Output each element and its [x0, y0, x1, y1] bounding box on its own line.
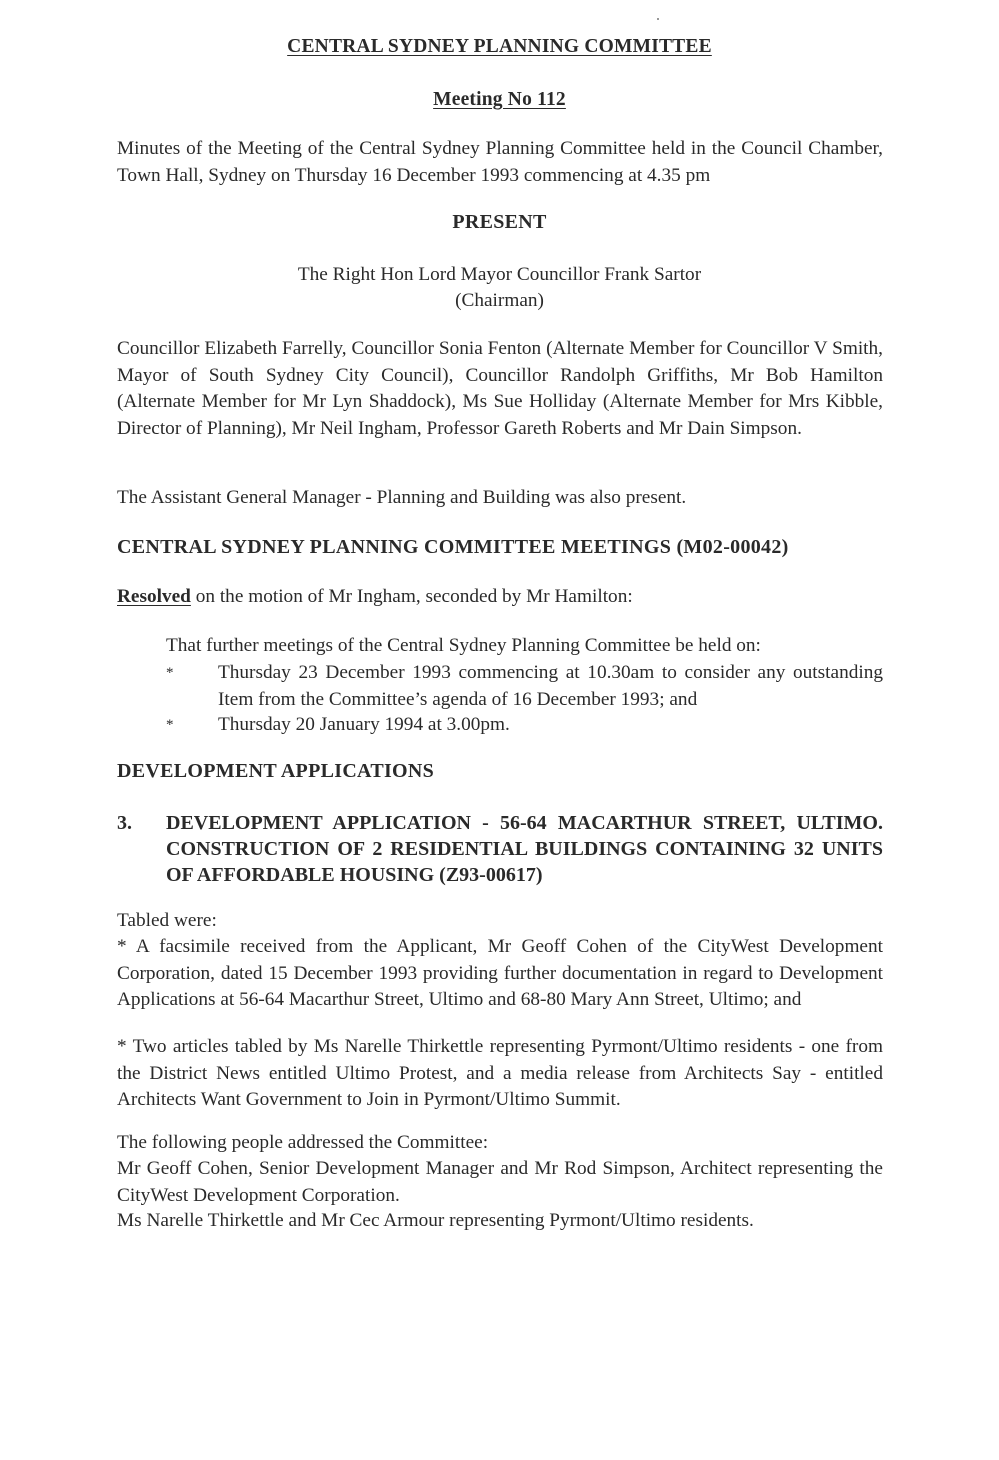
bullet-text: Thursday 20 January 1994 at 3.00pm.	[218, 714, 510, 735]
bullet-star: *	[166, 717, 174, 733]
addressed-heading: The following people addressed the Committee:	[117, 1132, 489, 1153]
item-title: DEVELOPMENT APPLICATION - 56-64 MACARTHUR STREET, ULTIMO. CONSTRUCTION OF 2 RESIDENTIAL BUILDINGS CONTAINING 32 UNITS OF AFFORDABLE HOUSING (Z93-00617)	[166, 812, 883, 886]
list-item	[166, 660, 883, 713]
intro-paragraph: Minutes of the Meeting of the Central Sydney Planning Committee held in the Council Chamber, Town Hall, Sydney on Thursday 16 December 1993 commencing at 4.35 pm	[117, 138, 883, 186]
present-heading: PRESENT	[452, 211, 547, 233]
resolved-statement	[117, 584, 633, 611]
meetings-section-heading: CENTRAL SYDNEY PLANNING COMMITTEE MEETINGS (M02-00042)	[117, 536, 789, 558]
addressed-item-2: Ms Narelle Thirkettle and Mr Cec Armour representing Pyrmont/Ultimo residents.	[117, 1210, 754, 1231]
chair-role: (Chairman)	[455, 290, 544, 311]
addressed-item-1: Mr Geoff Cohen, Senior Development Manager and Mr Rod Simpson, Architect representing the CityWest Development Corporation.	[117, 1158, 883, 1206]
meetings-intro: That further meetings of the Central Sydney Planning Committee be held on:	[166, 635, 761, 656]
also-present-text: The Assistant General Manager - Planning and Building was also present.	[117, 487, 687, 508]
tabled-heading: Tabled were:	[117, 910, 217, 931]
bullet-star: *	[166, 665, 174, 681]
meeting-number: Meeting No 112	[433, 89, 566, 110]
development-heading: DEVELOPMENT APPLICATIONS	[117, 760, 435, 782]
resolved-label: Resolved	[117, 586, 191, 607]
chair-name: The Right Hon Lord Mayor Councillor Frank Sartor	[297, 264, 702, 285]
document-title: CENTRAL SYDNEY PLANNING COMMITTEE	[287, 36, 712, 57]
tabled-item-2: * Two articles tabled by Ms Narelle Thirkettle representing Pyrmont/Ultimo residents - one from the District News entitled Ultimo Protest, and a media release from Architects Say - entitled Architects Want Government to Join in Pyrmont/Ultimo Summit.	[117, 1036, 883, 1110]
members-paragraph: Councillor Elizabeth Farrelly, Councillor Sonia Fenton (Alternate Member for Councillor V Smith, Mayor of South Sydney City Council), Councillor Randolph Griffiths, Mr Bob Hamilton (Alternate Member for Mr Lyn Shaddock), Ms Sue Holliday (Alternate Member for Mrs Kibble, Director of Planning), Mr Neil Ingham, Professor Gareth Roberts and Mr Dain Simpson.	[117, 338, 883, 439]
scan-speck	[657, 18, 659, 20]
tabled-item-1: * A facsimile received from the Applicant, Mr Geoff Cohen of the CityWest Development Corporation, dated 15 December 1993 providing further documentation in regard to Development Applications at 56-64 Macarthur Street, Ultimo and 68-80 Mary Ann Street, Ultimo; and	[117, 936, 883, 1010]
list-item	[166, 712, 883, 739]
bullet-text: Thursday 23 December 1993 commencing at 10.30am to consider any outstanding Item from the Committee’s agenda of 16 December 1993; and	[218, 662, 883, 710]
resolved-text: on the motion of Mr Ingham, seconded by Mr Hamilton:	[190, 586, 633, 607]
item-number: 3.	[117, 812, 132, 834]
